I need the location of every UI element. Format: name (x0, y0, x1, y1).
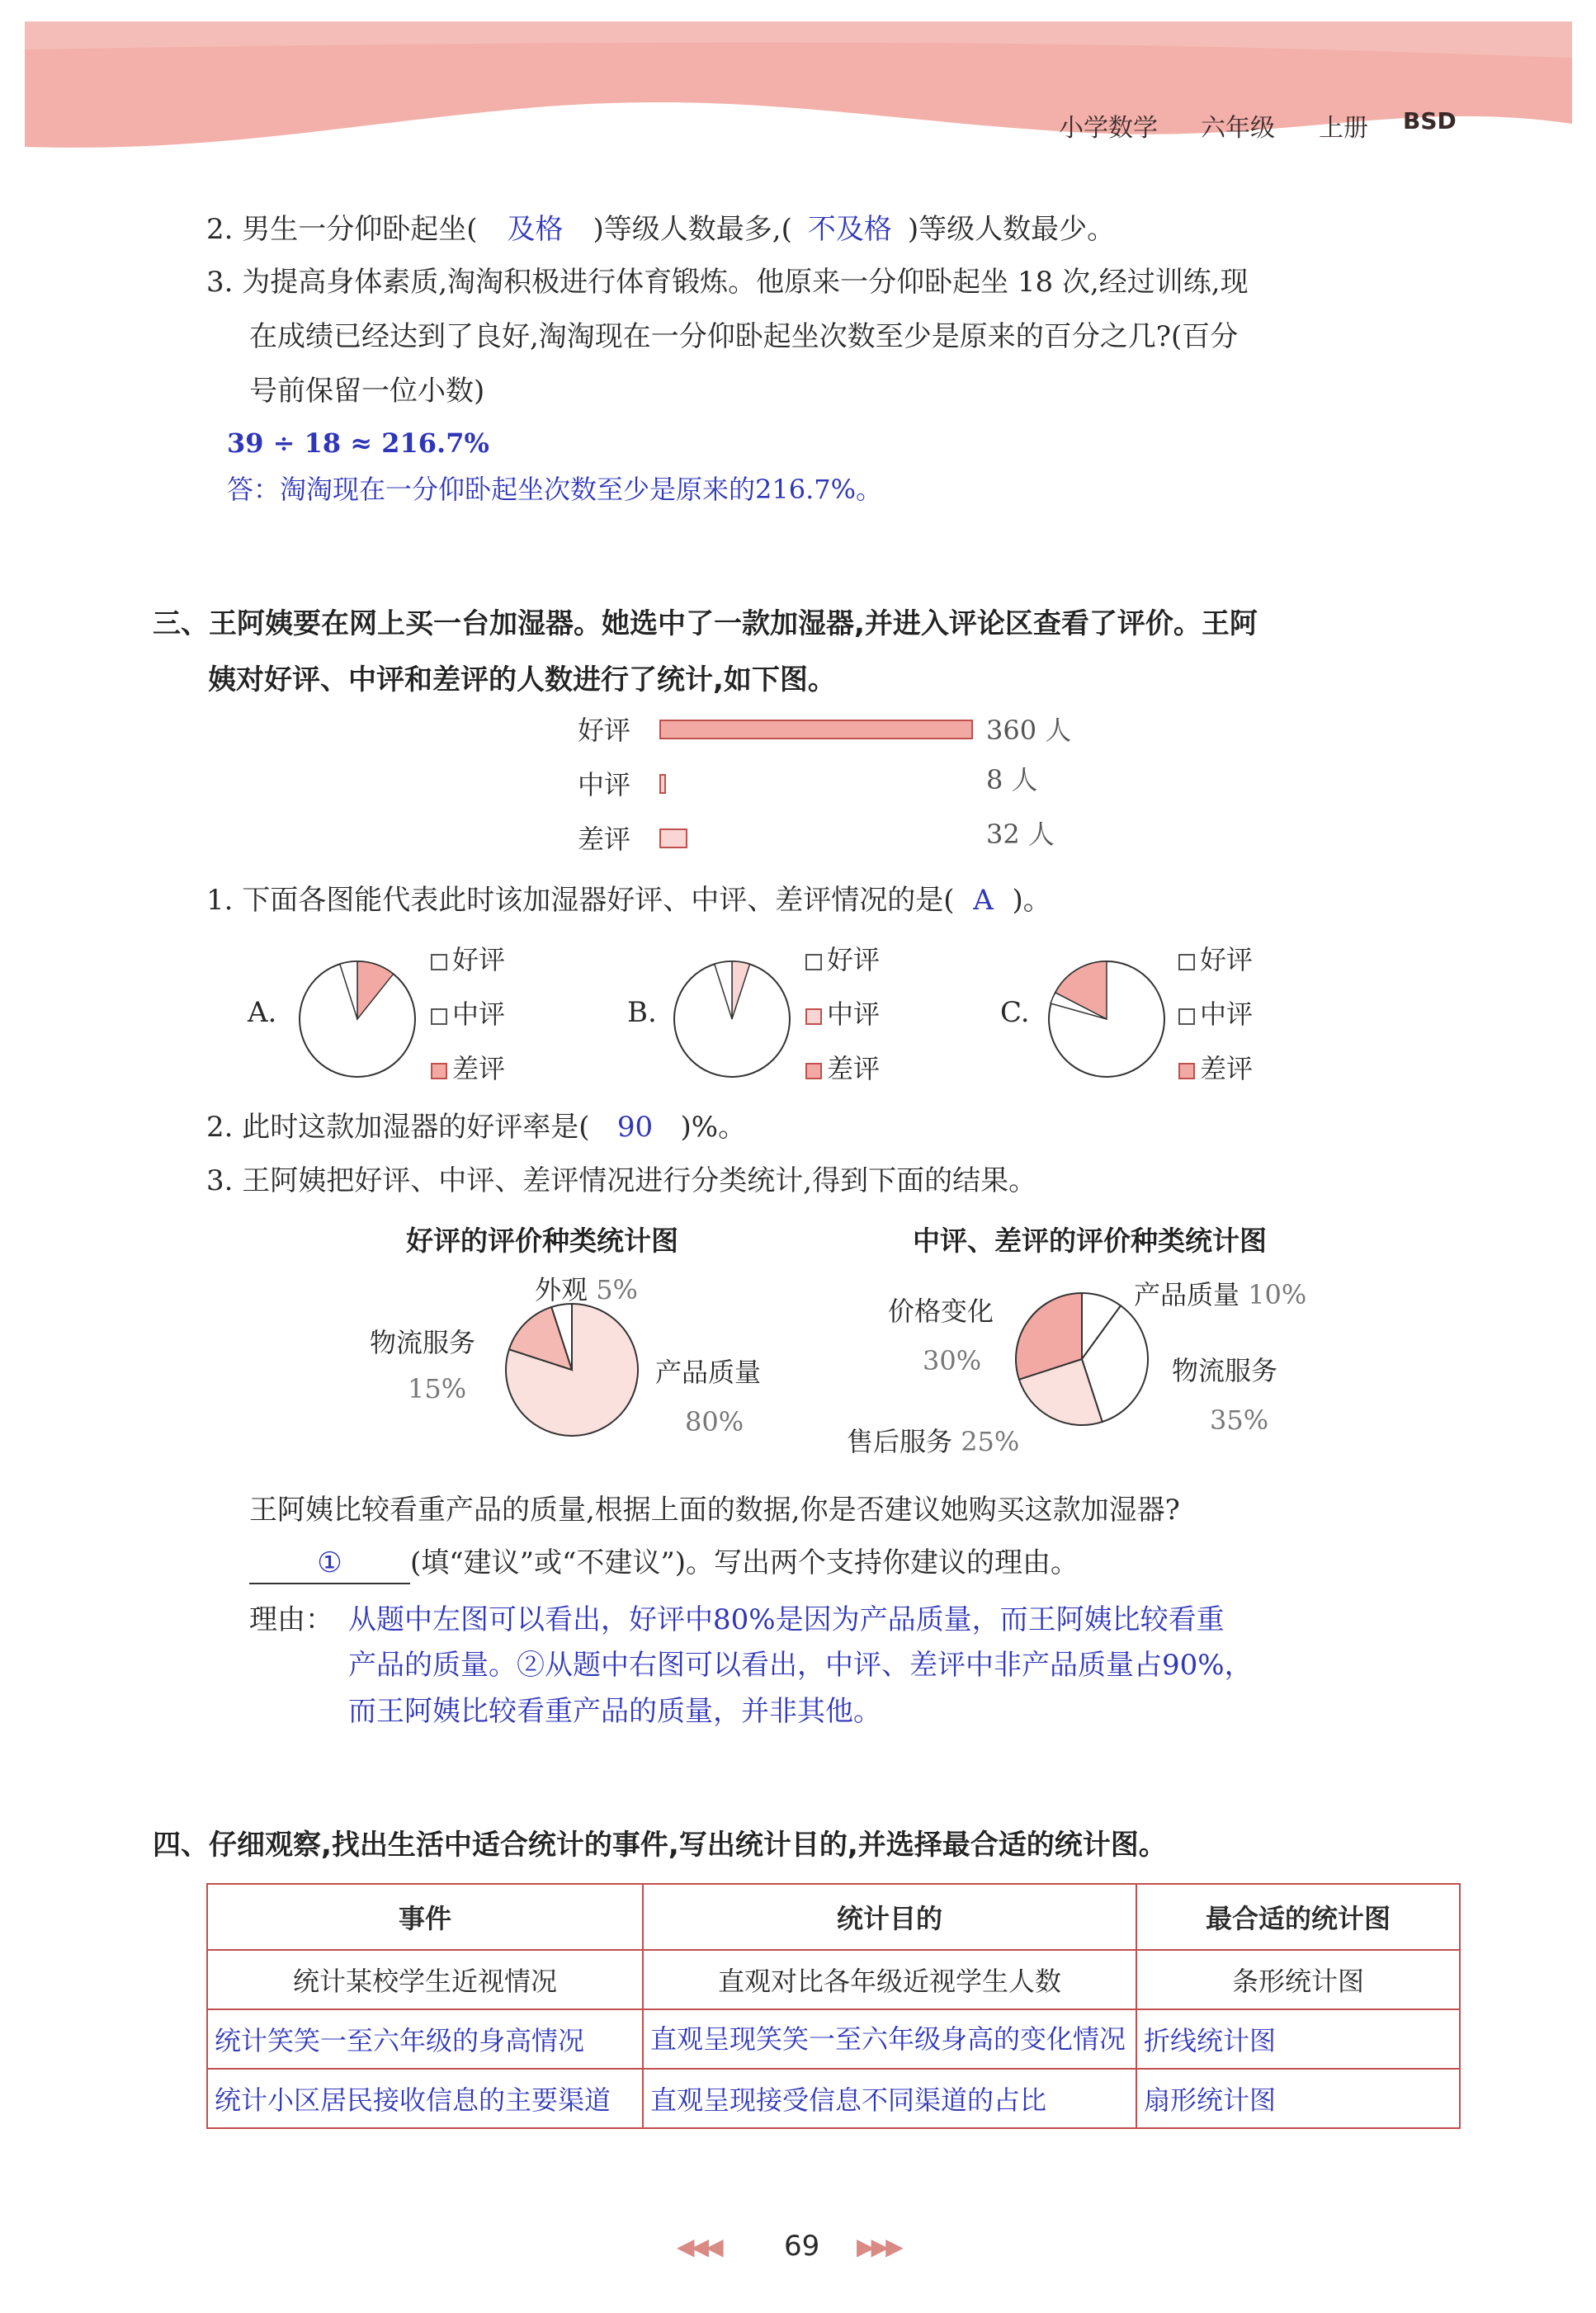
question-text-line3: 号前保留一位小数) (249, 375, 485, 408)
table-cell: 统计笑笑一至六年级的身高情况 (207, 2009, 643, 2069)
table-header-row (207, 1884, 1460, 1950)
question-text: 下面各图能代表此时该加湿器好评、中评、差评情况的是( (242, 884, 955, 917)
answer-blank: ① (249, 1543, 410, 1584)
prev-arrows-icon: ◀◀◀ (677, 2233, 720, 2260)
legend-label: 中评 (1200, 998, 1254, 1030)
option-b-pie (670, 957, 794, 1081)
bar-value: 32 人 (986, 819, 1055, 850)
legend-swatch-medium (805, 1008, 822, 1025)
label-r-after-sales (847, 1421, 1019, 1459)
statistics-table (206, 1883, 1461, 2129)
legend-swatch-good (1178, 954, 1195, 970)
bar-good (659, 720, 973, 739)
table-cell: 直观呈现笑笑一至六年级身高的变化情况 (643, 2009, 1136, 2069)
legend-swatch-medium (1178, 1008, 1195, 1025)
pct-logistics: 15% (408, 1373, 467, 1404)
question-text: 王阿姨把好评、中评、差评情况进行分类统计,得到下面的结果。 (242, 1164, 1037, 1197)
legend-label: 中评 (827, 998, 881, 1030)
question-text-line1: 为提高身体素质,淘淘积极进行体育锻炼。他原来一分仰卧起坐 18 次,经过训练,现 (242, 266, 1249, 299)
question-3-3 (206, 1158, 1036, 1204)
next-arrows-icon: ▶▶▶ (857, 2233, 900, 2260)
question-text: 男生一分仰卧起坐( (242, 213, 478, 246)
legend-label: 好评 (452, 944, 506, 975)
question-2-3 (206, 259, 1249, 305)
legend-swatch-bad (805, 1063, 822, 1079)
question-text: )%。 (680, 1111, 747, 1144)
slice-name: 外观 (535, 1274, 588, 1305)
question-number: 3. (206, 266, 234, 299)
question-text: )等级人数最多,( (593, 213, 792, 246)
option-c-legend (1178, 932, 1253, 1096)
question-text: 此时这款加湿器的好评率是( (242, 1111, 590, 1144)
answer-blank-1: 及格 (507, 213, 564, 246)
option-a-pie (295, 957, 419, 1081)
pct-r-price: 30% (923, 1345, 982, 1376)
bar-label: 好评 (578, 715, 631, 746)
header-edition: BSD (1403, 107, 1457, 135)
table-row (207, 1950, 1460, 2009)
legend-label: 中评 (452, 998, 506, 1030)
header-subject: 小学数学 (1059, 114, 1158, 143)
options-row (248, 932, 1485, 1097)
header-grade: 六年级 (1201, 114, 1275, 143)
answer-blank: 90 (616, 1111, 654, 1144)
question-number: 2. (206, 1111, 234, 1144)
reason-label: 理由： (249, 1603, 333, 1636)
legend-swatch-good (805, 954, 822, 970)
legend-label: 差评 (452, 1053, 506, 1084)
question-number: 1. (206, 884, 234, 917)
question-3-1 (206, 877, 1051, 923)
legend-swatch-bad (431, 1063, 447, 1079)
bar-label: 中评 (578, 769, 631, 800)
answer-blank-2: 不及格 (807, 213, 892, 246)
table-header: 统计目的 (643, 1884, 1136, 1950)
pie-left-title: 好评的评价种类统计图 (406, 1225, 678, 1257)
option-b-letter: B. (627, 996, 657, 1029)
label-product-quality: 产品质量 (655, 1357, 762, 1388)
legend-label: 差评 (827, 1053, 881, 1084)
legend-label: 差评 (1200, 1053, 1254, 1084)
label-appearance (535, 1269, 638, 1307)
slice-pct: 10% (1248, 1279, 1307, 1310)
page-number: 69 (784, 2230, 820, 2263)
section-3-title-line2: 姨对好评、中评和差评的人数进行了统计,如下图。 (208, 663, 836, 696)
reason-line1: 从题中左图可以看出，好评中80%是因为产品质量，而王阿姨比较看重 (348, 1603, 1225, 1636)
section-4-title: 四、仔细观察,找出生活中适合统计的事件,写出统计目的,并选择最合适的统计图。 (153, 1829, 1167, 1862)
question-text: (填“建议”或“不建议”)。写出两个支持你建议的理由。 (410, 1546, 1079, 1579)
question-number: 2. (206, 213, 234, 246)
label-logistics: 物流服务 (370, 1327, 476, 1358)
slice-pct: 25% (961, 1426, 1020, 1457)
question-text: )。 (1012, 884, 1051, 917)
bar-medium (659, 774, 666, 794)
legend-swatch-good (431, 954, 447, 970)
legend-label: 好评 (1200, 944, 1254, 975)
bar-bad (659, 828, 687, 848)
bar-chart (578, 710, 1155, 875)
question-blank-line (249, 1540, 1079, 1586)
table-row (207, 2069, 1460, 2128)
option-a-letter: A. (248, 996, 277, 1029)
table-row (207, 2009, 1460, 2069)
answer-statement: 答：淘淘现在一分仰卧起坐次数至少是原来的216.7%。 (227, 474, 883, 505)
option-b-legend (805, 932, 880, 1096)
table-cell: 统计某校学生近视情况 (207, 1950, 643, 2009)
pct-product-quality: 80% (685, 1406, 744, 1437)
slice-name: 产品质量 (1134, 1279, 1240, 1310)
table-cell: 直观对比各年级近视学生人数 (643, 1950, 1136, 2009)
question-3-2 (206, 1104, 746, 1150)
legend-label: 好评 (827, 944, 881, 975)
pie-medium-bad-reviews (1012, 1289, 1152, 1429)
legend-swatch-medium (431, 1008, 447, 1025)
question-ask: 王阿姨比较看重产品的质量,根据上面的数据,你是否建议她购买这款加湿器? (249, 1494, 1180, 1527)
slice-name: 售后服务 (847, 1426, 953, 1457)
answer-calculation: 39 ÷ 18 ≈ 216.7% (227, 427, 489, 459)
reason-line2: 产品的质量。②从题中右图可以看出，中评、差评中非产品质量占90%， (348, 1649, 1253, 1682)
option-a-legend (431, 932, 505, 1096)
question-2-2 (206, 206, 1115, 253)
pct-r-logistics: 35% (1210, 1404, 1269, 1436)
table-cell: 统计小区居民接收信息的主要渠道 (207, 2069, 643, 2128)
answer-blank: A (973, 884, 994, 917)
pie-good-reviews (502, 1300, 642, 1440)
label-r-logistics: 物流服务 (1172, 1355, 1278, 1386)
option-c-letter: C. (1000, 996, 1030, 1029)
question-text: )等级人数最少。 (907, 213, 1116, 246)
bar-value: 8 人 (986, 764, 1038, 795)
question-number: 3. (206, 1164, 234, 1197)
table-cell: 折线统计图 (1136, 2009, 1460, 2069)
table-header: 最合适的统计图 (1136, 1884, 1460, 1950)
option-c-pie (1045, 957, 1169, 1081)
label-r-price: 价格变化 (888, 1296, 994, 1327)
table-header: 事件 (207, 1884, 643, 1950)
question-text-line2: 在成绩已经达到了良好,淘淘现在一分仰卧起坐次数至少是原来的百分之几?(百分 (249, 320, 1239, 353)
header-volume: 上册 (1319, 114, 1368, 143)
table-cell: 直观呈现接受信息不同渠道的占比 (643, 2069, 1136, 2128)
label-r-quality (1134, 1274, 1306, 1312)
slice-pct: 5% (596, 1274, 638, 1305)
table-cell: 扇形统计图 (1136, 2069, 1460, 2128)
bar-value: 360 人 (986, 715, 1072, 746)
table-cell: 条形统计图 (1136, 1950, 1460, 2009)
reason-line3: 而王阿姨比较看重产品的质量，并非其他。 (348, 1695, 881, 1728)
pie-right-title: 中评、差评的评价种类统计图 (913, 1225, 1267, 1257)
section-3-title-line1: 三、王阿姨要在网上买一台加湿器。她选中了一款加湿器,并进入评论区查看了评价。王阿 (153, 607, 1258, 640)
bar-label: 差评 (578, 824, 631, 855)
legend-swatch-bad (1178, 1063, 1195, 1079)
